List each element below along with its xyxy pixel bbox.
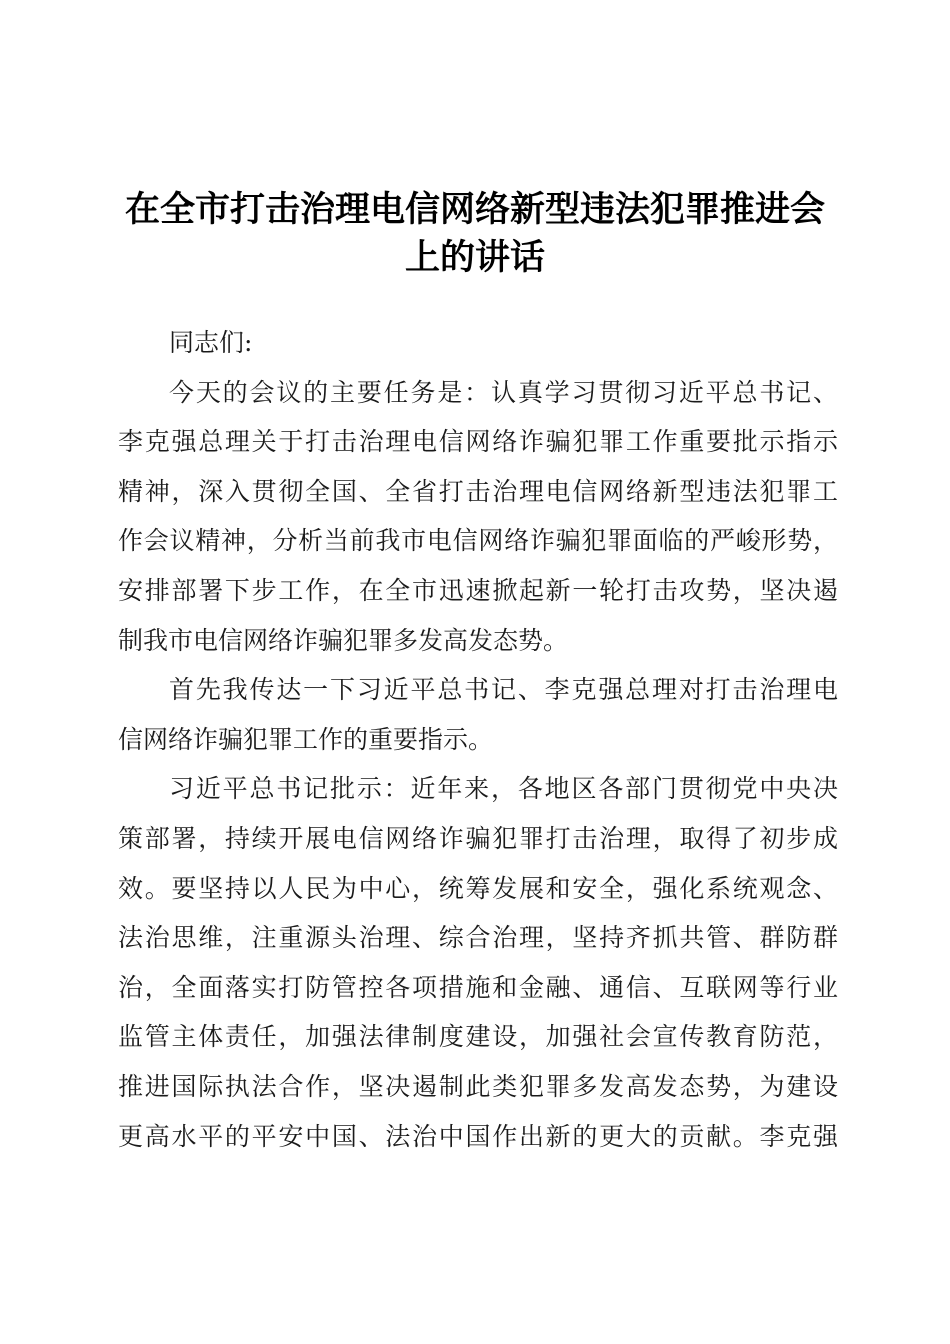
text-line: 作会议精神，分析当前我市电信网络诈骗犯罪面临的严峻形势， xyxy=(118,526,838,556)
text-line: 今天的会议的主要任务是：认真学习贯彻习近平总书记、 xyxy=(169,377,838,407)
text-line: 精神，深入贯彻全国、全省打击治理电信网络新型违法犯罪工 xyxy=(118,476,838,506)
paragraph-meeting-tasks xyxy=(118,368,838,666)
text-line: 推进国际执法合作，坚决遏制此类犯罪多发高发态势，为建设 xyxy=(118,1071,838,1101)
text-line: 习近平总书记批示：近年来，各地区各部门贯彻党中央决 xyxy=(169,774,838,804)
salutation-paragraph xyxy=(118,318,838,368)
text-line: 更高水平的平安中国、法治中国作出新的更大的贡献。李克强 xyxy=(118,1121,838,1151)
paragraph-convey-instructions xyxy=(118,665,838,764)
text-line: 制我市电信网络诈骗犯罪多发高发态势。 xyxy=(118,625,569,655)
text-line: 策部署，持续开展电信网络诈骗犯罪打击治理，取得了初步成 xyxy=(118,823,838,853)
document-title xyxy=(100,186,850,282)
text-line: 李克强总理关于打击治理电信网络诈骗犯罪工作重要批示指示 xyxy=(118,427,838,457)
text-line: 效。要坚持以人民为中心，统筹发展和安全，强化系统观念、 xyxy=(118,873,838,903)
text-line: 监管主体责任，加强法律制度建设，加强社会宣传教育防范， xyxy=(118,1022,838,1052)
text-line: 治，全面落实打防管控各项措施和金融、通信、互联网等行业 xyxy=(118,972,838,1002)
document-body xyxy=(118,318,838,1161)
text-line: 法治思维，注重源头治理、综合治理，坚持齐抓共管、群防群 xyxy=(118,923,838,953)
title-line: 在全市打击治理电信网络新型违法犯罪推进会 xyxy=(124,189,825,230)
salutation: 同志们: xyxy=(169,328,253,357)
text-line: 信网络诈骗犯罪工作的重要指示。 xyxy=(118,724,494,754)
text-line: 安排部署下步工作，在全市迅速掀起新一轮打击攻势，坚决遏 xyxy=(118,575,838,605)
title-line: 上的讲话 xyxy=(404,237,545,278)
text-line: 首先我传达一下习近平总书记、李克强总理对打击治理电 xyxy=(169,675,838,705)
paragraph-xi-instruction xyxy=(118,764,838,1161)
